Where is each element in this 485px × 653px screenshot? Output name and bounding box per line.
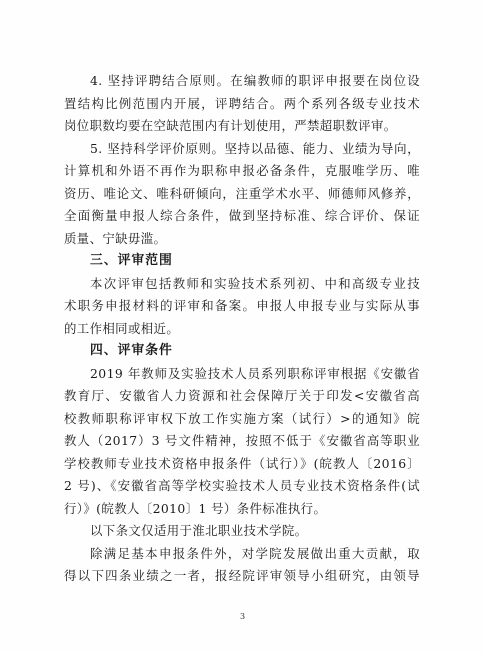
text-line: 以下条文仅适用于淮北职业技术学院。 bbox=[90, 523, 308, 538]
text-line: 学校教师专业技术资格申报条件（试行）》(皖教人〔2016〕 bbox=[64, 455, 420, 471]
text-line: 质量、宁缺毋滥。 bbox=[64, 230, 167, 246]
text-line: 校教师职称评审权下放工作实施方案（试行）>的通知》皖 bbox=[64, 410, 420, 426]
text-line: 5. 坚持科学评价原则。坚持以品德、能力、业绩为导向， bbox=[90, 140, 420, 156]
section-heading: 三、评审范围 bbox=[90, 253, 173, 268]
section-heading: 四、评审条件 bbox=[90, 343, 173, 358]
page-number: 3 bbox=[239, 612, 246, 621]
text-line: 除满足基本申报条件外，对学院发展做出重大贡献，取 bbox=[90, 545, 420, 561]
text-line: 教育厅、安徽省人力资源和社会保障厅关于印发<安徽省高 bbox=[64, 388, 420, 403]
text-line: 置结构比例范围内开展，评聘结合。两个系列各级专业技术 bbox=[64, 95, 420, 111]
document-body bbox=[64, 70, 420, 588]
text-line: 得以下四条业绩之一者，报经院评审领导小组研究，由领导 bbox=[64, 568, 420, 583]
text-line: 资历、唯论文、唯科研倾向，注重学术水平、师德师风修养， bbox=[64, 185, 420, 201]
text-line: 岗位职数均要在空缺范围内有计划使用，严禁超职数评审。 bbox=[64, 118, 397, 133]
text-line: 行）》(皖教人〔2010〕1 号）条件标准执行。 bbox=[64, 500, 327, 516]
text-line: 2019 年教师及实验技术人员系列职称评审根据《安徽省 bbox=[90, 365, 420, 381]
text-line: 教人（2017）3 号文件精神，按照不低于《安徽省高等职业 bbox=[64, 433, 420, 448]
text-line: 2 号)、《安徽省高等学校实验技术人员专业技术资格条件(试 bbox=[64, 478, 420, 493]
text-line: 本次评审包括教师和实验技术系列初、中和高级专业技 bbox=[90, 275, 420, 291]
text-line: 计算机和外语不再作为职称申报必备条件，克服唯学历、唯 bbox=[64, 163, 420, 178]
text-line: 4. 坚持评聘结合原则。在编教师的职评申报要在岗位设 bbox=[90, 73, 420, 88]
text-line: 术职务申报材料的评审和备案。申报人申报专业与实际从事 bbox=[64, 298, 420, 313]
text-line: 全面衡量申报人综合条件，做到坚持标准、综合评价、保证 bbox=[64, 208, 420, 223]
text-line: 的工作相同或相近。 bbox=[64, 320, 180, 336]
